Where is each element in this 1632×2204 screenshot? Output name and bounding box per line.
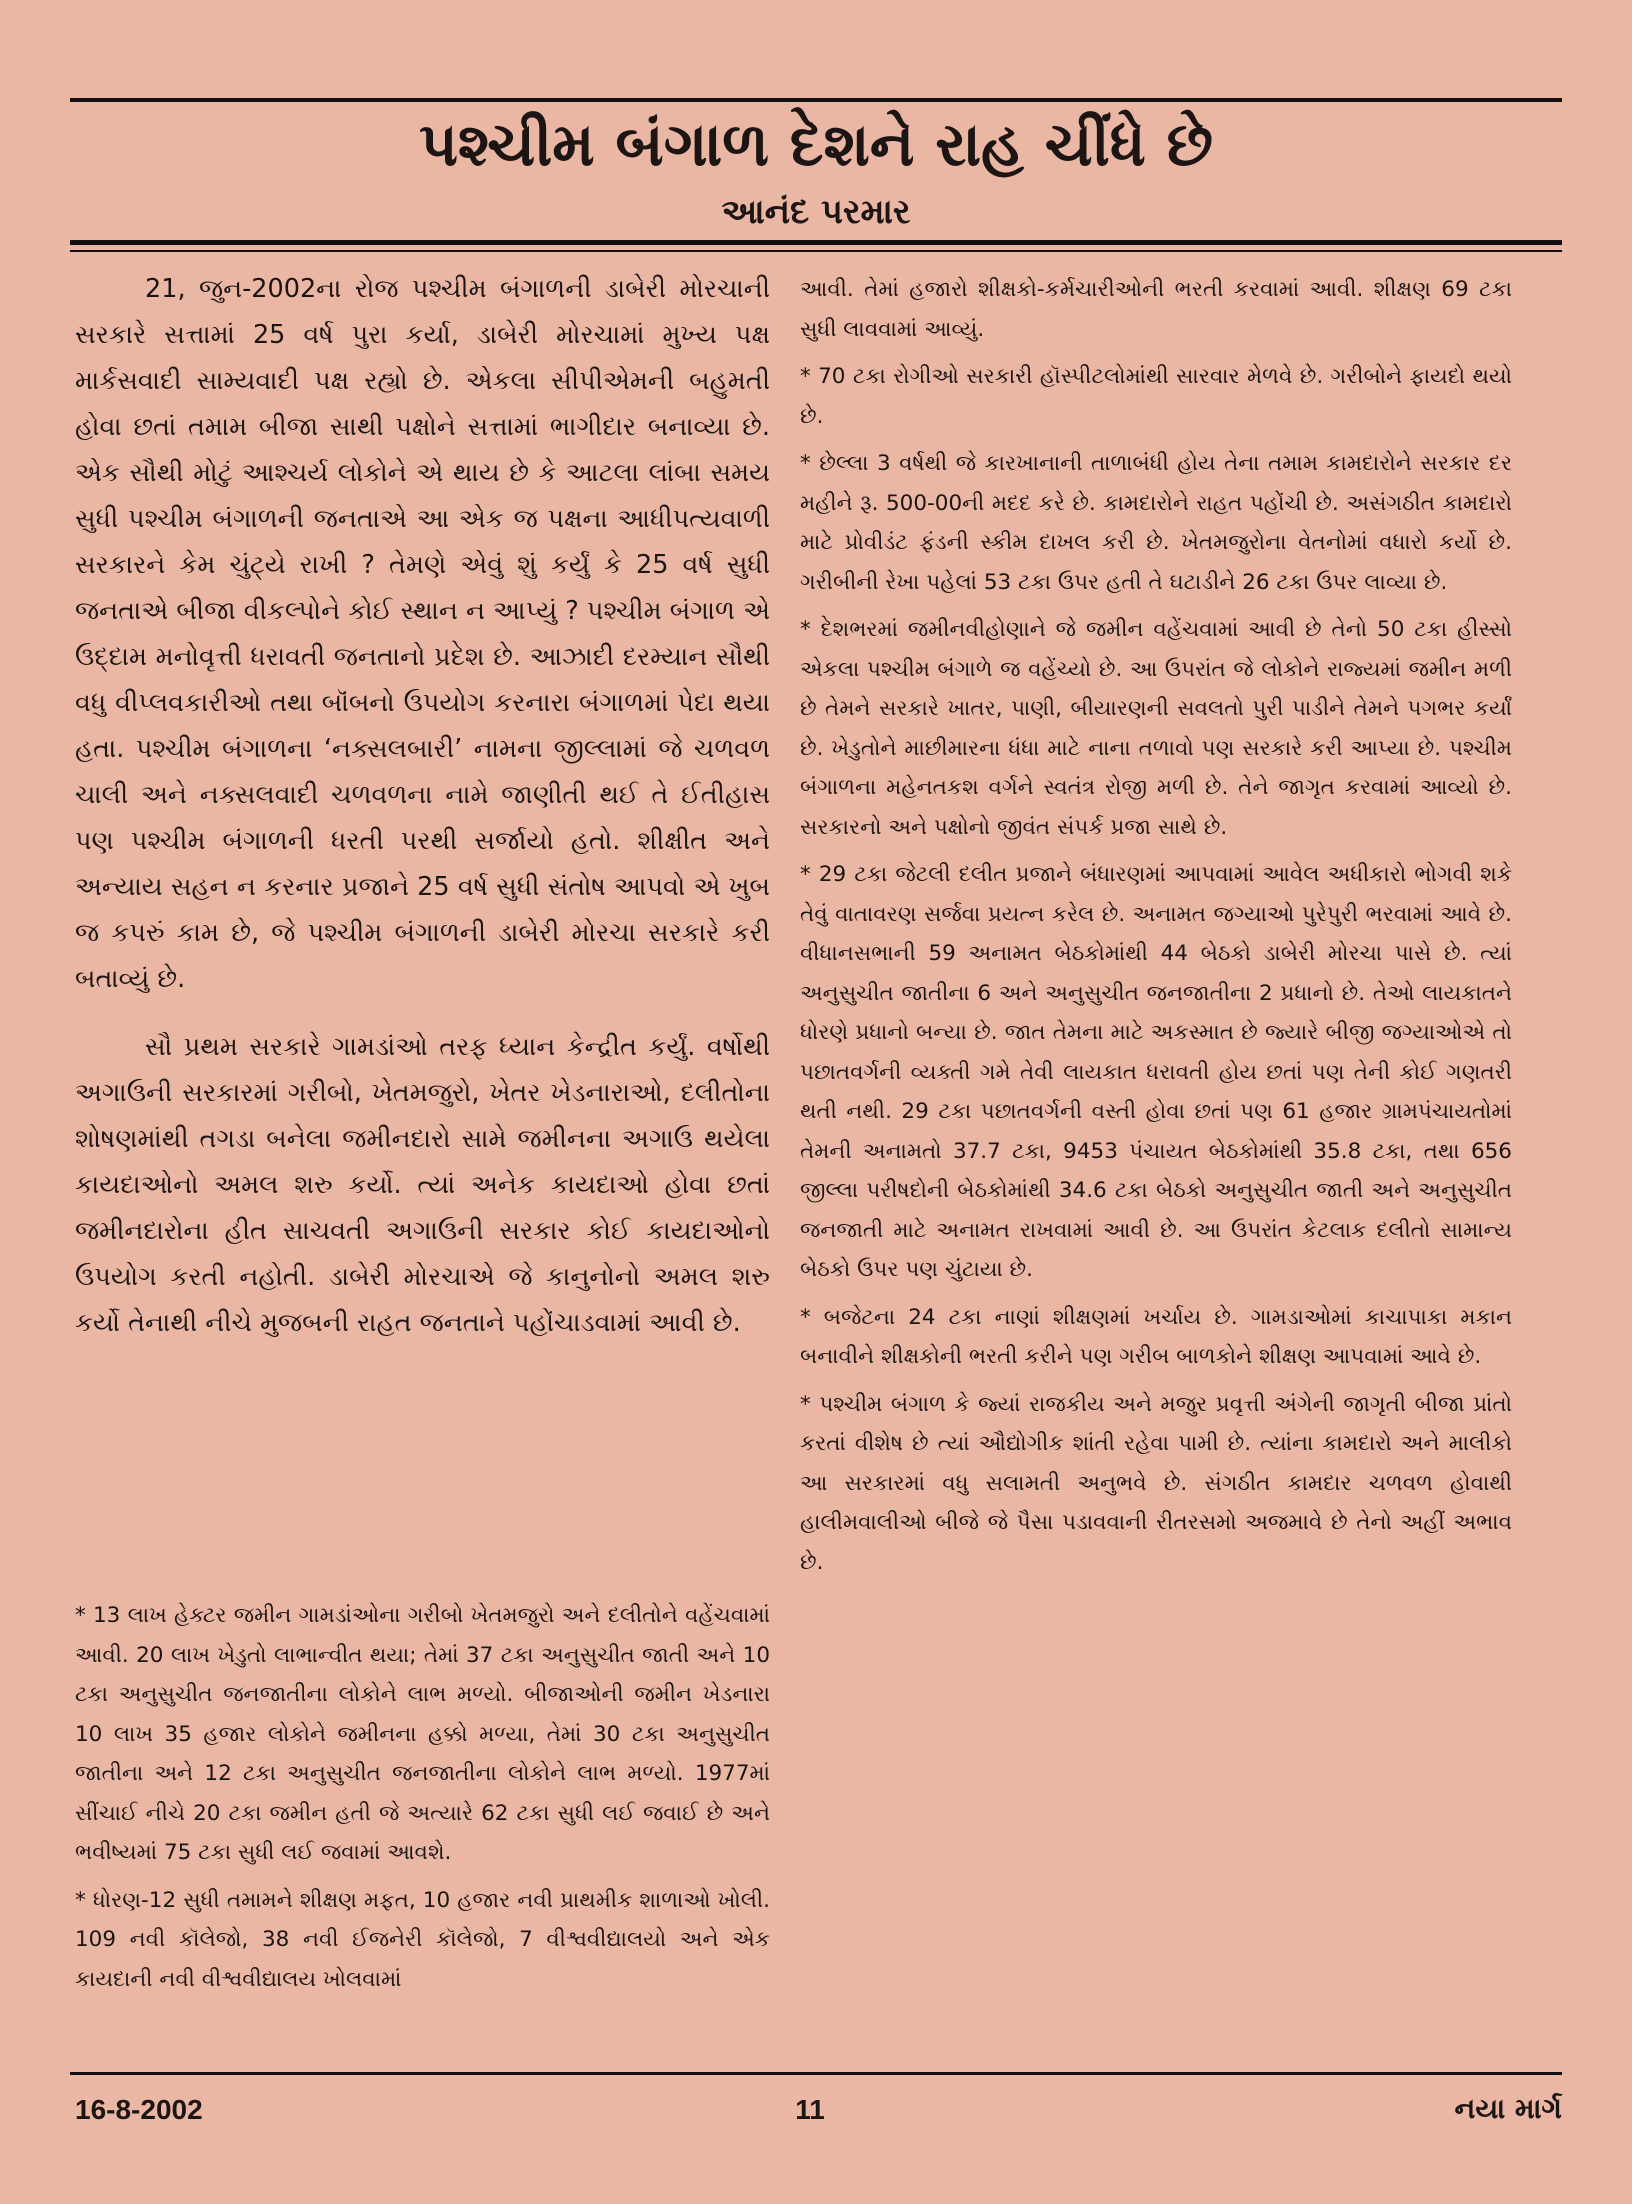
industrial-peace-point: * પશ્ચીમ બંગાળ કે જ્યાં રાજકીય અને મજુર પ્રવૃત્તી અંગેની જાગૃતી બીજા પ્રાંતો કરતાં વીશેષ છે ત્યાં ઔદ્યોગીક શાંતી રહેવા પામી છે. ત્યાંના કામદારો અને માલીકો આ સરકારમાં વધુ સલામતી અનુભવે છે. સંગઠીત કામદાર ચળવળ હોવાથી હાલીમવાલીઓ બીજે જે પૈસા પડાવવાની રીતરસમો અજમાવે છે તેનો અહીં અભાવ છે. — [800, 1391, 1512, 1575]
land-distribution-point: * 13 લાખ હેક્ટર જમીન ગામડાંઓના ગરીબો ખેતમજુરો અને દલીતોને વહેંચવામાં આવી. 20 લાખ ખેડુતો લાભાન્વીત થયા; તેમાં 37 ટકા અનુસુચીત જાતી અને 10 ટકા અનુસુચીત જનજાતીના લોકોને લાભ મળ્યો. બીજાઓની જમીન ખેડનારા 10 લાખ 35 હજાર લોકોને જમીનના હક્કો મળ્યા, તેમાં 30 ટકા અનુસુચીત જાતીના અને 12 ટકા અનુસુચીત જનજાતીના લોકોને લાભ મળ્યો. 1977માં સીંચાઈ નીચે 20 ટકા જમીન હતી જે અત્યારે 62 ટકા સુધી લઈ જવાઈ છે અને ભવીષ્યમાં 75 ટકા સુધી લઈ જવામાં આવશે. — [75, 1603, 770, 1865]
hospital-point: * 70 ટકા રોગીઓ સરકારી હૉસ્પીટલોમાંથી સારવાર મેળવે છે. ગરીબોને ફાયદો થયો છે. — [800, 364, 1512, 429]
page-number: 11 — [795, 2094, 825, 2125]
left-column-body — [75, 266, 770, 1606]
left-column-points — [75, 1596, 770, 2070]
header-rule-thin — [70, 250, 1562, 252]
footer-rule — [70, 2072, 1562, 2075]
right-column — [800, 270, 1512, 2070]
workers-point: * છેલ્લા 3 વર્ષથી જે કારખાનાની તાળાબંધી હોય તેના તમામ કામદારોને સરકાર દર મહીને રૂ. 500-00ની મદદ કરે છે. કામદારોને રાહત પહોંચી છે. અસંગઠીત કામદારો માટે પ્રોવીડંટ ફંડની સ્કીમ દાખલ કરી છે. ખેતમજુરોના વેતનોમાં વધારો કર્યો છે. ગરીબીની રેખા પહેલાં 53 ટકા ઉપર હતી તે ઘટાડીને 26 ટકા ઉપર લાવ્યા છે. — [800, 451, 1512, 595]
land-share-point: * દેશભરમાં જમીનવીહોણાને જે જમીન વહેંચવામાં આવી છે તેનો 50 ટકા હીસ્સો એકલા પશ્ચીમ બંગાળે જ વહેંચ્યો છે. આ ઉપરાંત જે લોકોને રાજ્યમાં જમીન મળી છે તેમને સરકારે ખાતર, પાણી, બીયારણની સવલતો પુરી પાડીને તેમને પગભર કર્યાં છે. ખેડુતોને માછીમારના ધંધા માટે નાના તળાવો પણ સરકારે કરી આપ્યા છે. પશ્ચીમ બંગાળના મહેનતકશ વર્ગને સ્વતંત્ર રોજી મળી છે. તેને જાગૃત કરવામાં આવ્યો છે. સરકારનો અને પક્ષોનો જીવંત સંપર્ક પ્રજા સાથે છે. — [800, 617, 1512, 840]
relief-intro-paragraph: સૌ પ્રથમ સરકારે ગામડાંઓ તરફ ધ્યાન કેન્દ્રીત કર્યું. વર્ષોથી અગાઉની સરકારમાં ગરીબો, ખેતમજુરો, ખેતર ખેડનારાઓ, દલીતોના શોષણમાંથી તગડા બનેલા જમીનદારો સામે જમીનના અગાઉ થયેલા કાયદાઓનો અમલ શરુ કર્યો. ત્યાં અનેક કાયદાઓ હોવા છતાં જમીનદારોના હીત સાચવતી અગાઉની સરકાર કોઈ કાયદાઓનો ઉપયોગ કરતી નહોતી. ડાબેરી મોરચાએ જે કાનુનોનો અમલ શરુ કર્યો તેનાથી નીચે મુજબની રાહત જનતાને પહોંચાડવામાં આવી છે. — [75, 1032, 770, 1338]
continued-paragraph: આવી. તેમાં હજારો શીક્ષકો-કર્મચારીઓની ભરતી કરવામાં આવી. શીક્ષણ 69 ટકા સુધી લાવવામાં આવ્યું. — [800, 277, 1512, 342]
top-rule — [70, 98, 1562, 102]
dalit-rights-point: * 29 ટકા જેટલી દલીત પ્રજાને બંધારણમાં આપવામાં આવેલ અધીકારો ભોગવી શકે તેવું વાતાવરણ સર્જવા પ્રયત્ન કરેલ છે. અનામત જગ્યાઓ પુરેપુરી ભરવામાં આવે છે. વીધાનસભાની 59 અનામત બેઠકોમાંથી 44 બેઠકો ડાબેરી મોરચા પાસે છે. ત્યાં અનુસુચીત જાતીના 6 અને અનુસુચીત જનજાતીના 2 પ્રધાનો છે. તેઓ લાયકાતને ધોરણે પ્રધાનો બન્યા છે. જાત તેમના માટે અકસ્માત છે જ્યારે બીજી જગ્યાઓએ તો પછાતવર્ગની વ્યક્તી ગમે તેવી લાયકાત ધરાવતી હોય છતાં પણ તેની કોઈ ગણતરી થતી નથી. 29 ટકા પછાતવર્ગની વસ્તી હોવા છતાં પણ 61 હજાર ગ્રામપંચાયતોમાં તેમની અનામતો 37.7 ટકા, 9453 પંચાયત બેઠકોમાંથી 35.8 ટકા, તથા 656 જીલ્લા પરીષદોની બેઠકોમાંથી 34.6 ટકા બેઠકો અનુસુચીત જાતી અને અનુસુચીત જનજાતી માટે અનામત રાખવામાં આવી છે. આ ઉપરાંત કેટલાક દલીતો સામાન્ય બેઠકો ઉપર પણ ચુંટાયા છે. — [800, 862, 1512, 1282]
header-rule-thick — [70, 240, 1562, 245]
budget-point: * બજેટના 24 ટકા નાણાં શીક્ષણમાં ખર્ચાય છે. ગામડાઓમાં કાચાપાકા મકાન બનાવીને શીક્ષકોની ભરતી કરીને પણ ગરીબ બાળકોને શીક્ષણ આપવામાં આવે છે. — [800, 1304, 1512, 1369]
article-headline: પશ્ચીમ બંગાળ દેશને રાહ ચીંધે છે — [418, 110, 1214, 180]
intro-paragraph: 21, જુન-2002ના રોજ પશ્ચીમ બંગાળની ડાબેરી મોરચાની સરકારે સત્તામાં 25 વર્ષ પુરા કર્યા, ડાબેરી મોરચામાં મુખ્ય પક્ષ માર્કસવાદી સામ્યવાદી પક્ષ રહ્યો છે. એકલા સીપીએમની બહુમતી હોવા છતાં તમામ બીજા સાથી પક્ષોને સત્તામાં ભાગીદાર બનાવ્યા છે. એક સૌથી મોટું આશ્ચર્ય લોકોને એ થાય છે કે આટલા લાંબા સમય સુધી પશ્ચીમ બંગાળની જનતાએ આ એક જ પક્ષના આધીપત્યવાળી સરકારને કેમ ચુંટ્યે રાખી ? તેમણે એવું શું કર્યું કે 25 વર્ષ સુધી જનતાએ બીજા વીકલ્પોને કોઈ સ્થાન ન આપ્યું ? પશ્ચીમ બંગાળ એ ઉદ્દામ મનોવૃત્તી ધરાવતી જનતાનો પ્રદેશ છે. આઝાદી દરમ્યાન સૌથી વધુ વીપ્લવકારીઓ તથા બૉંબનો ઉપયોગ કરનારા બંગાળમાં પેદા થયા હતા. પશ્ચીમ બંગાળના ‘નક્સલબારી’ નામના જીલ્લામાં જે ચળવળ ચાલી અને નક્સલવાદી ચળવળના નામે જાણીતી થઈ તે ઈતીહાસ પણ પશ્ચીમ બંગાળની ધરતી પરથી સર્જાયો હતો. શીક્ષીત અને અન્યાય સહન ન કરનાર પ્રજાને 25 વર્ષ સુધી સંતોષ આપવો એ ખુબ જ કપરું કામ છે, જે પશ્ચીમ બંગાળની ડાબેરી મોરચા સરકારે કરી બતાવ્યું છે. — [75, 274, 770, 994]
issue-date: 16-8-2002 — [75, 2094, 203, 2125]
publication-name: નયા માર્ગ — [1454, 2092, 1562, 2125]
education-point: * ધોરણ-12 સુધી તમામને શીક્ષણ મફત, 10 હજાર નવી પ્રાથમીક શાળાઓ ખોલી. 109 નવી કૉલેજો, 38 નવી ઈજનેરી કૉલેજો, 7 વીશ્વવીદ્યાલયો અને એક કાયદાની નવી વીશ્વવીદ્યાલય ખોલવામાં — [75, 1887, 770, 1992]
article-author: આનંદ પરમાર — [721, 192, 911, 232]
